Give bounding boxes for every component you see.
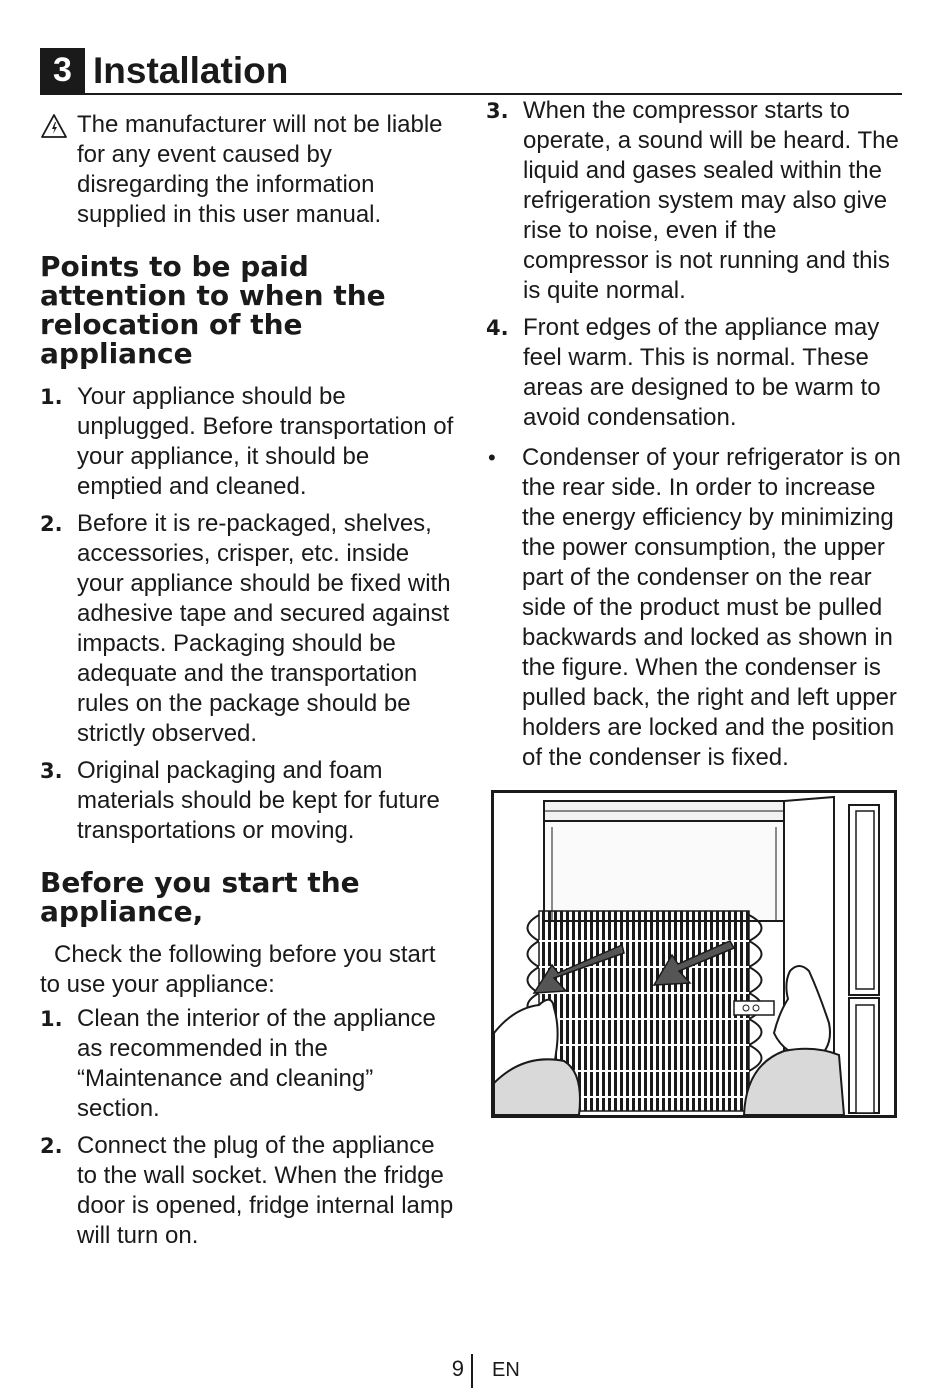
item-number: 3. <box>40 759 63 783</box>
warning-triangle-icon <box>40 113 68 139</box>
list-item <box>40 509 460 749</box>
before-start-heading: Before you start the appliance, <box>40 866 360 928</box>
before-start-intro: Check the following before you start to use your appliance: <box>40 941 436 998</box>
bullet-item <box>486 443 902 773</box>
warning-text: The manufacturer will not be liable for any event caused by disregarding the information supplied in this user manual. <box>77 111 443 228</box>
condenser-illustration <box>494 793 894 1115</box>
item-text: Front edges of the appliance may feel warm. This is normal. These areas are designed to be warm to avoid condensation. <box>523 314 881 431</box>
right-column <box>486 96 902 773</box>
bullet-text: Condenser of your refrigerator is on the rear side. In order to increase the energy efficiency by minimizing the power consumption, the upper part of the condenser on the rear side of the product must be pulled backwards and locked as shown in the figure. When the condenser is pulled back, the right and left upper holders are locked and the position of the condenser is fixed. <box>522 444 901 771</box>
list-item <box>40 1131 460 1251</box>
item-number: 1. <box>40 385 63 409</box>
item-text: Your appliance should be unplugged. Before transportation of your appliance, it should be emptied and cleaned. <box>77 383 454 500</box>
list-item <box>40 756 460 846</box>
item-number: 3. <box>486 99 509 123</box>
left-column <box>40 96 460 1258</box>
list-item <box>40 382 460 502</box>
item-number: 1. <box>40 1007 63 1031</box>
section-header <box>40 48 902 95</box>
item-text: Clean the interior of the appliance as recommended in the “Maintenance and cleaning” section. <box>77 1005 436 1122</box>
relocation-list <box>40 382 460 846</box>
list-item <box>40 1004 460 1124</box>
chapter-title: Installation <box>93 50 289 91</box>
list-item <box>486 313 902 433</box>
item-number: 4. <box>486 316 509 340</box>
warning-note <box>40 110 460 230</box>
item-text: Original packaging and foam materials should be kept for future transportations or moving. <box>77 757 440 844</box>
item-text: Connect the plug of the appliance to the wall socket. When the fridge door is opened, fridge internal lamp will turn on. <box>77 1132 454 1249</box>
before-start-list <box>40 1004 460 1251</box>
item-number: 2. <box>40 1134 63 1158</box>
chapter-number-badge: 3 <box>40 48 85 93</box>
item-number: 2. <box>40 512 63 536</box>
item-text: When the compressor starts to operate, a sound will be heard. The liquid and gases sealed within the refrigeration system may also give rise to noise, even if the compressor is not running and this is quite normal. <box>523 97 899 304</box>
footer-divider <box>471 1354 473 1388</box>
list-item <box>486 96 902 306</box>
page-number: 9 <box>451 1356 464 1381</box>
relocation-heading: Points to be paid attention to when the relocation of the appliance <box>40 250 386 370</box>
page-footer <box>0 1354 950 1390</box>
language-code: EN <box>492 1359 520 1381</box>
item-text: Before it is re-packaged, shelves, accessories, crisper, etc. inside your appliance should be fixed with adhesive tape and secured against impacts. Packaging should be adequate and the transportation rules on the package should be strictly observed. <box>77 510 451 747</box>
condenser-figure <box>491 790 897 1118</box>
bullet-dot: • <box>488 445 496 470</box>
